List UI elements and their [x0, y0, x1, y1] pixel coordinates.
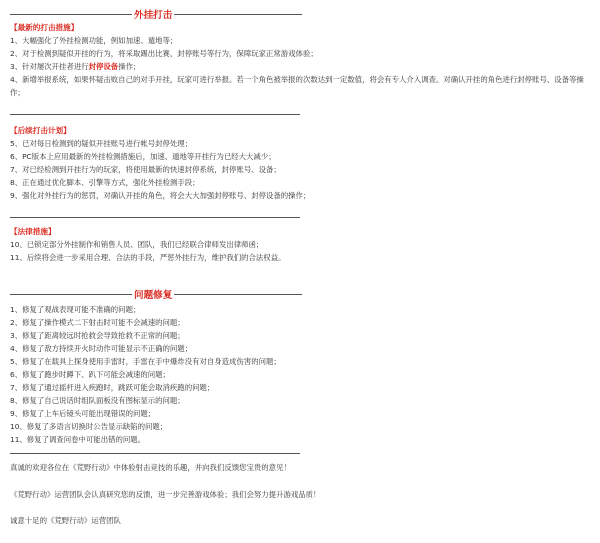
- header-rule-left: [10, 294, 132, 295]
- list-item: 9、强化对外挂行为的惩罚，对确认开挂的角色，将会大大加强封停账号、封停设备的操作；: [10, 191, 311, 200]
- list-item: 2、对于检测到疑似开挂的行为，将采取踢出比赛，封停账号等行为，保障玩家正常游戏体验；: [10, 49, 318, 58]
- list-item: 4、修复了敌方持续开火时动作可能显示不正确的问题；: [10, 344, 193, 353]
- list-item: 10、修复了多语言切换时公告显示缺陷的问题；: [10, 422, 168, 431]
- list-item-text: 3、针对屡次开挂者进行: [10, 62, 89, 71]
- section-divider: [10, 217, 300, 218]
- list-item: 4、新增举报系统，如果怀疑击败自己的对手开挂，玩家可进行举报。若一个角色被举报的次数达到一定数值，将会有专人介入调查。对确认开挂的角色进行封停账号、设备等操作；: [10, 75, 584, 97]
- subheading-legal-measures: 【法律措施】: [10, 227, 56, 236]
- list-item-suffix: 操作；: [118, 62, 141, 71]
- section-header-anti-cheat: [10, 7, 302, 21]
- list-item: 11、后续将会进一步采用合理、合法的手段，严惩外挂行为，维护我们的合法权益。: [10, 253, 286, 262]
- list-item: 1、修复了观战表现可能不准确的问题；: [10, 305, 141, 314]
- section-title-bug-fixes: 问题修复: [134, 290, 173, 301]
- list-item: [10, 61, 595, 74]
- list-item: 10、已锁定部分外挂制作和销售人员、团队，我们已经联合律师发出律师函；: [10, 240, 264, 249]
- list-item: 6、修复了跑步时蹲下、趴下可能会减速的问题；: [10, 370, 170, 379]
- closing-commitment: 《荒野行动》运营团队会认真研究您的反馈，进一步完善游戏体验；我们会努力提升游戏品质！: [10, 490, 321, 499]
- list-item: 8、修复了自己说话时组队面板没有图标显示的问题；: [10, 396, 185, 405]
- header-rule-right: [174, 14, 302, 15]
- list-item: 5、修复了在载具上探身使用手雷时，手雷在手中爆炸没有对自身造成伤害的问题；: [10, 357, 281, 366]
- list-item: 7、对已经检测到开挂行为的玩家，将使用最新的快速封停系统，封停账号、设备；: [10, 165, 281, 174]
- closing-thanks: 真诚的欢迎各位在《荒野行动》中体验射击竞技的乐趣，并向我们反馈您宝贵的意见！: [10, 463, 291, 472]
- closing-signature: 诚意十足的《荒野行动》运营团队: [10, 516, 121, 525]
- emphasis-device-ban: 封停设备: [88, 62, 119, 71]
- section-title-anti-cheat: 外挂打击: [134, 10, 173, 21]
- header-rule-left: [10, 14, 132, 15]
- section-header-bug-fixes: [10, 287, 302, 301]
- list-item: 1、大幅强化了外挂检测功能，例如加速、遁地等；: [10, 36, 178, 45]
- section-divider: [10, 453, 300, 454]
- list-item: 5、已对每日检测到的疑似开挂账号进行帐号封停处理；: [10, 139, 193, 148]
- header-rule-right: [174, 294, 302, 295]
- list-item: 7、修复了通过摇杆进入疾跑时，跳跃可能会取消疾跑的问题；: [10, 383, 215, 392]
- section-divider: [10, 114, 300, 115]
- list-item: 9、修复了上车后镜头可能出现错误的问题；: [10, 409, 156, 418]
- list-item: 3、修复了距离较远时抢救会导致抢救不正常的问题；: [10, 331, 185, 340]
- subheading-latest-measures: 【最新的打击措施】: [10, 23, 79, 32]
- subheading-future-plan: 【后续打击计划】: [10, 126, 71, 135]
- list-item: 8、正在通过优化脚本、引擎等方式，强化外挂检测手段；: [10, 178, 200, 187]
- list-item: 6、PC版本上应用最新的外挂检测措施后，加速、遁地等开挂行为已经大大减少；: [10, 152, 276, 161]
- list-item: 2、修复了操作模式二下射击时可能不会减速的问题；: [10, 318, 185, 327]
- list-item: 11、修复了调查问卷中可能出错的问题。: [10, 435, 146, 444]
